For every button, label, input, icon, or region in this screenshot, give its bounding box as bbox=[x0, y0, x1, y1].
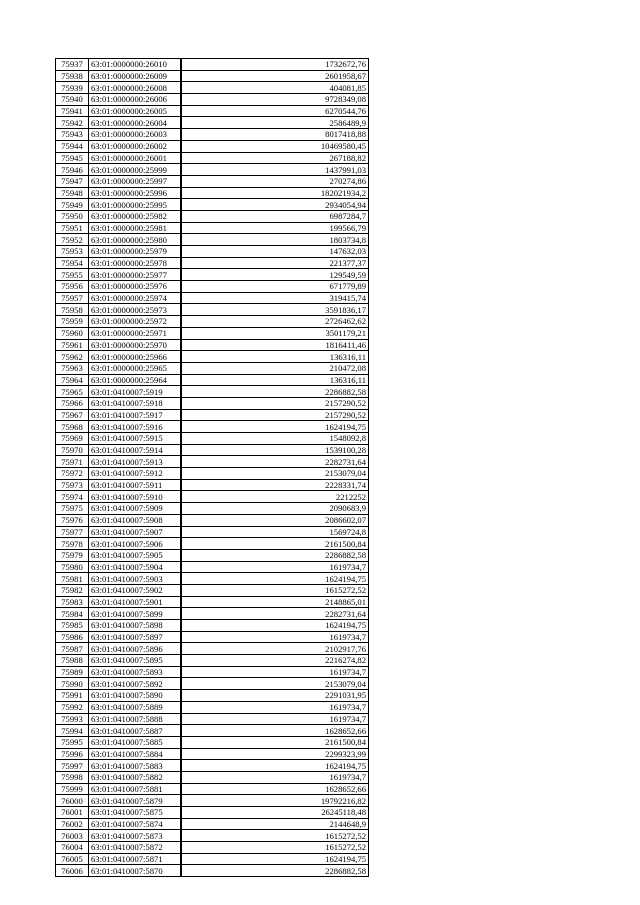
cadastral-value-cell: 9728349,08 bbox=[181, 94, 369, 106]
cadastral-number-cell: 63:01:0000000:25977 bbox=[89, 269, 182, 281]
cadastral-number-cell: 63:01:0410007:5892 bbox=[89, 678, 182, 690]
table-row bbox=[56, 246, 369, 258]
row-number-cell: 75959 bbox=[56, 316, 89, 328]
table-row bbox=[56, 199, 369, 211]
table-row bbox=[56, 760, 369, 772]
cadastral-value-cell: 1619734,7 bbox=[181, 701, 369, 713]
cadastral-value-cell: 1615272,52 bbox=[181, 842, 369, 854]
cadastral-number-cell: 63:01:0000000:25972 bbox=[89, 316, 182, 328]
cadastral-number-cell: 63:01:0410007:5885 bbox=[89, 736, 182, 748]
table-row bbox=[56, 456, 369, 468]
table-row bbox=[56, 421, 369, 433]
cadastral-value-cell: 1628652,66 bbox=[181, 725, 369, 737]
row-number-cell: 75963 bbox=[56, 362, 89, 374]
cadastral-number-cell: 63:01:0410007:5874 bbox=[89, 818, 182, 830]
cadastral-number-cell: 63:01:0410007:5888 bbox=[89, 713, 182, 725]
cadastral-value-cell: 1619734,7 bbox=[181, 561, 369, 573]
cadastral-value-cell: 2153079,04 bbox=[181, 468, 369, 480]
cadastral-value-cell: 2212252 bbox=[181, 491, 369, 503]
row-number-cell: 75994 bbox=[56, 725, 89, 737]
cadastral-number-cell: 63:01:0410007:5897 bbox=[89, 631, 182, 643]
table-row bbox=[56, 70, 369, 82]
cadastral-number-cell: 63:01:0410007:5882 bbox=[89, 771, 182, 783]
cadastral-value-cell: 19792216,82 bbox=[181, 795, 369, 807]
row-number-cell: 75940 bbox=[56, 94, 89, 106]
cadastral-value-cell: 2586489,9 bbox=[181, 117, 369, 129]
cadastral-value-cell: 2286882,58 bbox=[181, 549, 369, 561]
cadastral-value-cell: 2282731,64 bbox=[181, 456, 369, 468]
cadastral-number-cell: 63:01:0410007:5912 bbox=[89, 468, 182, 480]
cadastral-value-cell: 2286882,58 bbox=[181, 386, 369, 398]
cadastral-value-cell: 2299323,99 bbox=[181, 748, 369, 760]
row-number-cell: 75962 bbox=[56, 351, 89, 363]
table-body bbox=[56, 59, 369, 877]
row-number-cell: 75968 bbox=[56, 421, 89, 433]
row-number-cell: 75958 bbox=[56, 304, 89, 316]
cadastral-number-cell: 63:01:0000000:25995 bbox=[89, 199, 182, 211]
table-row bbox=[56, 479, 369, 491]
table-row bbox=[56, 117, 369, 129]
table-row bbox=[56, 351, 369, 363]
cadastral-value-cell: 1624194,75 bbox=[181, 421, 369, 433]
table-row bbox=[56, 771, 369, 783]
cadastral-number-cell: 63:01:0410007:5870 bbox=[89, 865, 182, 877]
table-row bbox=[56, 281, 369, 293]
cadastral-number-cell: 63:01:0000000:25980 bbox=[89, 234, 182, 246]
table-row bbox=[56, 234, 369, 246]
cadastral-value-cell: 136316,11 bbox=[181, 374, 369, 386]
cadastral-number-cell: 63:01:0000000:25965 bbox=[89, 362, 182, 374]
row-number-cell: 75961 bbox=[56, 339, 89, 351]
row-number-cell: 75944 bbox=[56, 140, 89, 152]
table-row bbox=[56, 748, 369, 760]
table-row bbox=[56, 526, 369, 538]
row-number-cell: 75990 bbox=[56, 678, 89, 690]
row-number-cell: 75980 bbox=[56, 561, 89, 573]
table-row bbox=[56, 561, 369, 573]
cadastral-value-cell: 1569724,8 bbox=[181, 526, 369, 538]
cadastral-number-cell: 63:01:0410007:5875 bbox=[89, 807, 182, 819]
row-number-cell: 75987 bbox=[56, 643, 89, 655]
cadastral-number-cell: 63:01:0410007:5901 bbox=[89, 596, 182, 608]
table-row bbox=[56, 386, 369, 398]
cadastral-value-cell: 2161500,84 bbox=[181, 736, 369, 748]
row-number-cell: 75996 bbox=[56, 748, 89, 760]
table-row bbox=[56, 678, 369, 690]
cadastral-value-cell: 1615272,52 bbox=[181, 584, 369, 596]
cadastral-value-table bbox=[55, 58, 369, 877]
row-number-cell: 75943 bbox=[56, 129, 89, 141]
table-row bbox=[56, 409, 369, 421]
row-number-cell: 75950 bbox=[56, 210, 89, 222]
row-number-cell: 75960 bbox=[56, 327, 89, 339]
row-number-cell: 75997 bbox=[56, 760, 89, 772]
cadastral-number-cell: 63:01:0410007:5907 bbox=[89, 526, 182, 538]
table-row bbox=[56, 573, 369, 585]
cadastral-value-cell: 2157290,52 bbox=[181, 409, 369, 421]
row-number-cell: 75974 bbox=[56, 491, 89, 503]
table-row bbox=[56, 187, 369, 199]
table-row bbox=[56, 327, 369, 339]
cadastral-number-cell: 63:01:0000000:25971 bbox=[89, 327, 182, 339]
table-row bbox=[56, 584, 369, 596]
row-number-cell: 75993 bbox=[56, 713, 89, 725]
table-row bbox=[56, 105, 369, 117]
row-number-cell: 75946 bbox=[56, 164, 89, 176]
table-row bbox=[56, 339, 369, 351]
cadastral-value-cell: 6270544,76 bbox=[181, 105, 369, 117]
cadastral-number-cell: 63:01:0000000:26006 bbox=[89, 94, 182, 106]
row-number-cell: 75966 bbox=[56, 397, 89, 409]
row-number-cell: 75945 bbox=[56, 152, 89, 164]
cadastral-number-cell: 63:01:0410007:5910 bbox=[89, 491, 182, 503]
cadastral-number-cell: 63:01:0000000:25981 bbox=[89, 222, 182, 234]
table-row bbox=[56, 503, 369, 515]
cadastral-number-cell: 63:01:0000000:26003 bbox=[89, 129, 182, 141]
cadastral-number-cell: 63:01:0410007:5871 bbox=[89, 853, 182, 865]
row-number-cell: 75975 bbox=[56, 503, 89, 515]
row-number-cell: 75967 bbox=[56, 409, 89, 421]
table-row bbox=[56, 129, 369, 141]
cadastral-number-cell: 63:01:0000000:25974 bbox=[89, 292, 182, 304]
row-number-cell: 75957 bbox=[56, 292, 89, 304]
row-number-cell: 76000 bbox=[56, 795, 89, 807]
cadastral-value-cell: 671779,89 bbox=[181, 281, 369, 293]
table-row bbox=[56, 549, 369, 561]
row-number-cell: 75972 bbox=[56, 468, 89, 480]
table-row bbox=[56, 736, 369, 748]
row-number-cell: 75970 bbox=[56, 444, 89, 456]
cadastral-number-cell: 63:01:0000000:25978 bbox=[89, 257, 182, 269]
cadastral-value-cell: 2157290,52 bbox=[181, 397, 369, 409]
table-row bbox=[56, 783, 369, 795]
row-number-cell: 75937 bbox=[56, 59, 89, 71]
cadastral-value-cell: 1732672,76 bbox=[181, 59, 369, 71]
cadastral-value-cell: 267188,82 bbox=[181, 152, 369, 164]
table-row bbox=[56, 713, 369, 725]
table-row bbox=[56, 468, 369, 480]
cadastral-number-cell: 63:01:0000000:26004 bbox=[89, 117, 182, 129]
cadastral-value-cell: 182021934,2 bbox=[181, 187, 369, 199]
table-row bbox=[56, 666, 369, 678]
cadastral-number-cell: 63:01:0410007:5899 bbox=[89, 608, 182, 620]
table-row bbox=[56, 433, 369, 445]
row-number-cell: 75947 bbox=[56, 175, 89, 187]
row-number-cell: 75998 bbox=[56, 771, 89, 783]
row-number-cell: 75989 bbox=[56, 666, 89, 678]
cadastral-value-cell: 147632,03 bbox=[181, 246, 369, 258]
cadastral-number-cell: 63:01:0410007:5881 bbox=[89, 783, 182, 795]
row-number-cell: 75955 bbox=[56, 269, 89, 281]
row-number-cell: 76005 bbox=[56, 853, 89, 865]
cadastral-value-cell: 404081,85 bbox=[181, 82, 369, 94]
table-row bbox=[56, 175, 369, 187]
table-row bbox=[56, 444, 369, 456]
cadastral-number-cell: 63:01:0410007:5914 bbox=[89, 444, 182, 456]
row-number-cell: 75969 bbox=[56, 433, 89, 445]
table-row bbox=[56, 362, 369, 374]
cadastral-value-cell: 2161500,84 bbox=[181, 538, 369, 550]
cadastral-number-cell: 63:01:0410007:5889 bbox=[89, 701, 182, 713]
table-row bbox=[56, 620, 369, 632]
cadastral-value-cell: 2153079,04 bbox=[181, 678, 369, 690]
table-row bbox=[56, 818, 369, 830]
cadastral-number-cell: 63:01:0410007:5906 bbox=[89, 538, 182, 550]
cadastral-number-cell: 63:01:0000000:26005 bbox=[89, 105, 182, 117]
cadastral-number-cell: 63:01:0410007:5873 bbox=[89, 830, 182, 842]
cadastral-value-cell: 26245118,48 bbox=[181, 807, 369, 819]
row-number-cell: 75948 bbox=[56, 187, 89, 199]
table-row bbox=[56, 655, 369, 667]
cadastral-number-cell: 63:01:0000000:25964 bbox=[89, 374, 182, 386]
row-number-cell: 75949 bbox=[56, 199, 89, 211]
row-number-cell: 75986 bbox=[56, 631, 89, 643]
cadastral-value-cell: 2086602,07 bbox=[181, 514, 369, 526]
row-number-cell: 75951 bbox=[56, 222, 89, 234]
cadastral-value-cell: 2216274,82 bbox=[181, 655, 369, 667]
row-number-cell: 75999 bbox=[56, 783, 89, 795]
row-number-cell: 75942 bbox=[56, 117, 89, 129]
cadastral-number-cell: 63:01:0000000:26008 bbox=[89, 82, 182, 94]
cadastral-value-cell: 1624194,75 bbox=[181, 760, 369, 772]
cadastral-value-cell: 2228331,74 bbox=[181, 479, 369, 491]
row-number-cell: 75984 bbox=[56, 608, 89, 620]
table-row bbox=[56, 865, 369, 877]
table-row bbox=[56, 94, 369, 106]
cadastral-number-cell: 63:01:0410007:5904 bbox=[89, 561, 182, 573]
row-number-cell: 75973 bbox=[56, 479, 89, 491]
cadastral-value-cell: 1437991,03 bbox=[181, 164, 369, 176]
cadastral-value-cell: 2286882,58 bbox=[181, 865, 369, 877]
cadastral-number-cell: 63:01:0410007:5890 bbox=[89, 690, 182, 702]
row-number-cell: 75954 bbox=[56, 257, 89, 269]
table-row bbox=[56, 316, 369, 328]
table-row bbox=[56, 397, 369, 409]
cadastral-number-cell: 63:01:0000000:26001 bbox=[89, 152, 182, 164]
table-row bbox=[56, 538, 369, 550]
cadastral-number-cell: 63:01:0410007:5919 bbox=[89, 386, 182, 398]
cadastral-value-cell: 3501179,21 bbox=[181, 327, 369, 339]
cadastral-number-cell: 63:01:0000000:26010 bbox=[89, 59, 182, 71]
cadastral-value-cell: 199566,79 bbox=[181, 222, 369, 234]
row-number-cell: 76006 bbox=[56, 865, 89, 877]
cadastral-number-cell: 63:01:0410007:5915 bbox=[89, 433, 182, 445]
row-number-cell: 75971 bbox=[56, 456, 89, 468]
cadastral-value-cell: 2090683,9 bbox=[181, 503, 369, 515]
table-row bbox=[56, 701, 369, 713]
cadastral-value-cell: 319415,74 bbox=[181, 292, 369, 304]
cadastral-value-cell: 1539100,28 bbox=[181, 444, 369, 456]
cadastral-number-cell: 63:01:0410007:5909 bbox=[89, 503, 182, 515]
cadastral-number-cell: 63:01:0000000:25982 bbox=[89, 210, 182, 222]
table-row bbox=[56, 608, 369, 620]
row-number-cell: 75981 bbox=[56, 573, 89, 585]
cadastral-value-cell: 2726462,62 bbox=[181, 316, 369, 328]
cadastral-value-cell: 1624194,75 bbox=[181, 573, 369, 585]
table-row bbox=[56, 222, 369, 234]
table-row bbox=[56, 374, 369, 386]
cadastral-value-cell: 2282731,64 bbox=[181, 608, 369, 620]
cadastral-value-cell: 270274,86 bbox=[181, 175, 369, 187]
cadastral-value-cell: 2291031,95 bbox=[181, 690, 369, 702]
cadastral-value-cell: 1628652,66 bbox=[181, 783, 369, 795]
table-row bbox=[56, 725, 369, 737]
row-number-cell: 75977 bbox=[56, 526, 89, 538]
row-number-cell: 75939 bbox=[56, 82, 89, 94]
table-row bbox=[56, 690, 369, 702]
cadastral-value-cell: 2148865,01 bbox=[181, 596, 369, 608]
cadastral-number-cell: 63:01:0410007:5908 bbox=[89, 514, 182, 526]
row-number-cell: 75938 bbox=[56, 70, 89, 82]
cadastral-number-cell: 63:01:0410007:5896 bbox=[89, 643, 182, 655]
cadastral-number-cell: 63:01:0000000:25996 bbox=[89, 187, 182, 199]
cadastral-number-cell: 63:01:0000000:25973 bbox=[89, 304, 182, 316]
cadastral-value-cell: 1619734,7 bbox=[181, 631, 369, 643]
table-row bbox=[56, 269, 369, 281]
row-number-cell: 75991 bbox=[56, 690, 89, 702]
cadastral-value-cell: 8017418,88 bbox=[181, 129, 369, 141]
cadastral-value-cell: 2102917,76 bbox=[181, 643, 369, 655]
cadastral-value-cell: 1615272,52 bbox=[181, 830, 369, 842]
cadastral-value-cell: 2144648,9 bbox=[181, 818, 369, 830]
table-row bbox=[56, 257, 369, 269]
cadastral-number-cell: 63:01:0410007:5913 bbox=[89, 456, 182, 468]
table-row bbox=[56, 292, 369, 304]
cadastral-number-cell: 63:01:0000000:26009 bbox=[89, 70, 182, 82]
table-row bbox=[56, 82, 369, 94]
cadastral-value-cell: 221377,37 bbox=[181, 257, 369, 269]
table-row bbox=[56, 140, 369, 152]
cadastral-number-cell: 63:01:0410007:5903 bbox=[89, 573, 182, 585]
table-row bbox=[56, 152, 369, 164]
row-number-cell: 75985 bbox=[56, 620, 89, 632]
cadastral-number-cell: 63:01:0410007:5905 bbox=[89, 549, 182, 561]
table-row bbox=[56, 59, 369, 71]
cadastral-value-cell: 10469580,45 bbox=[181, 140, 369, 152]
row-number-cell: 76002 bbox=[56, 818, 89, 830]
cadastral-value-cell: 1619734,7 bbox=[181, 713, 369, 725]
table-row bbox=[56, 853, 369, 865]
table-row bbox=[56, 830, 369, 842]
cadastral-number-cell: 63:01:0410007:5902 bbox=[89, 584, 182, 596]
row-number-cell: 75976 bbox=[56, 514, 89, 526]
cadastral-number-cell: 63:01:0410007:5898 bbox=[89, 620, 182, 632]
cadastral-value-cell: 1624194,75 bbox=[181, 620, 369, 632]
cadastral-number-cell: 63:01:0000000:25979 bbox=[89, 246, 182, 258]
cadastral-number-cell: 63:01:0000000:26002 bbox=[89, 140, 182, 152]
table-row bbox=[56, 164, 369, 176]
table-row bbox=[56, 807, 369, 819]
row-number-cell: 75995 bbox=[56, 736, 89, 748]
cadastral-number-cell: 63:01:0410007:5893 bbox=[89, 666, 182, 678]
cadastral-value-cell: 1619734,7 bbox=[181, 771, 369, 783]
cadastral-value-cell: 1803734,8 bbox=[181, 234, 369, 246]
cadastral-number-cell: 63:01:0410007:5887 bbox=[89, 725, 182, 737]
table-row bbox=[56, 491, 369, 503]
cadastral-number-cell: 63:01:0410007:5917 bbox=[89, 409, 182, 421]
cadastral-value-cell: 1816411,46 bbox=[181, 339, 369, 351]
cadastral-number-cell: 63:01:0000000:25999 bbox=[89, 164, 182, 176]
cadastral-value-cell: 1548092,8 bbox=[181, 433, 369, 445]
row-number-cell: 75988 bbox=[56, 655, 89, 667]
row-number-cell: 75953 bbox=[56, 246, 89, 258]
cadastral-number-cell: 63:01:0410007:5895 bbox=[89, 655, 182, 667]
cadastral-number-cell: 63:01:0000000:25976 bbox=[89, 281, 182, 293]
row-number-cell: 76004 bbox=[56, 842, 89, 854]
cadastral-value-cell: 210472,08 bbox=[181, 362, 369, 374]
cadastral-number-cell: 63:01:0000000:25966 bbox=[89, 351, 182, 363]
row-number-cell: 76003 bbox=[56, 830, 89, 842]
row-number-cell: 75964 bbox=[56, 374, 89, 386]
table-row bbox=[56, 631, 369, 643]
table-row bbox=[56, 842, 369, 854]
table-row bbox=[56, 596, 369, 608]
row-number-cell: 75952 bbox=[56, 234, 89, 246]
cadastral-number-cell: 63:01:0410007:5911 bbox=[89, 479, 182, 491]
row-number-cell: 75979 bbox=[56, 549, 89, 561]
cadastral-value-cell: 6987284,7 bbox=[181, 210, 369, 222]
cadastral-number-cell: 63:01:0000000:25997 bbox=[89, 175, 182, 187]
row-number-cell: 75982 bbox=[56, 584, 89, 596]
cadastral-number-cell: 63:01:0410007:5879 bbox=[89, 795, 182, 807]
row-number-cell: 75956 bbox=[56, 281, 89, 293]
table-row bbox=[56, 795, 369, 807]
cadastral-number-cell: 63:01:0410007:5883 bbox=[89, 760, 182, 772]
table-row bbox=[56, 210, 369, 222]
row-number-cell: 75941 bbox=[56, 105, 89, 117]
row-number-cell: 76001 bbox=[56, 807, 89, 819]
row-number-cell: 75992 bbox=[56, 701, 89, 713]
cadastral-value-cell: 2601958,67 bbox=[181, 70, 369, 82]
cadastral-value-cell: 129549,59 bbox=[181, 269, 369, 281]
cadastral-value-cell: 1619734,7 bbox=[181, 666, 369, 678]
cadastral-value-cell: 2934054,94 bbox=[181, 199, 369, 211]
cadastral-number-cell: 63:01:0410007:5884 bbox=[89, 748, 182, 760]
cadastral-value-cell: 136316,11 bbox=[181, 351, 369, 363]
cadastral-number-cell: 63:01:0410007:5916 bbox=[89, 421, 182, 433]
table-row bbox=[56, 304, 369, 316]
cadastral-value-cell: 1624194,75 bbox=[181, 853, 369, 865]
cadastral-number-cell: 63:01:0410007:5872 bbox=[89, 842, 182, 854]
row-number-cell: 75965 bbox=[56, 386, 89, 398]
cadastral-value-cell: 3591836,17 bbox=[181, 304, 369, 316]
table-row bbox=[56, 514, 369, 526]
cadastral-number-cell: 63:01:0000000:25970 bbox=[89, 339, 182, 351]
cadastral-number-cell: 63:01:0410007:5918 bbox=[89, 397, 182, 409]
table-row bbox=[56, 643, 369, 655]
row-number-cell: 75978 bbox=[56, 538, 89, 550]
row-number-cell: 75983 bbox=[56, 596, 89, 608]
